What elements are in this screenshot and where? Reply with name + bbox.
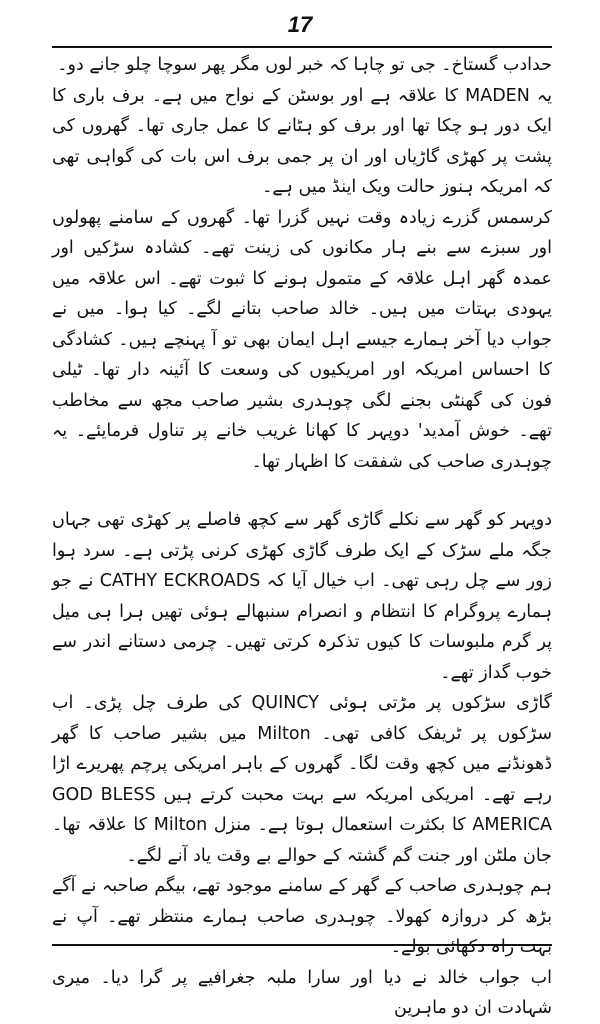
paragraph: دوپہر کو گھر سے نکلے گاڑی گھر سے کچھ فاصلے پر کھڑی تھی جہاں جگہ ملے سڑک کے ایک طرف گاڑی کھڑی کرنی پڑتی ہے۔ سرد ہوا زور سے چل رہی تھی۔ اب خیال آیا کہ CATHY ECKROADS نے جو ہمارے پروگرام کا انتظام و انصرام سنبھالے ہوئی تھیں ہرا ہی میل پر گرم ملبوسات کا کیوں تذکرہ کرتی تھیں۔ چرمی دستانے اندر سے خوب گداز تھے۔	[52, 510, 553, 683]
paragraph: ہم چوہدری صاحب کے گھر کے سامنے موجود تھے، بیگم صاحبہ نے آگے بڑھ کر دروازہ کھولا۔ چوہدری صاحب ہمارے منتظر تھے۔ آپ نے بہت راہ دکھائی بولے۔	[52, 876, 552, 957]
paragraph: یہ MADEN کا علاقہ ہے اور بوسٹن کے نواح میں ہے۔ برف باری کا ایک دور ہو چکا تھا اور برف کو ہٹانے کا عمل جاری تھا۔ گھروں کی پشت پر کھڑی گاڑیاں اور ان پر جمی برف اس بات کی گواہی تھی کہ امریکہ ہنوز حالت ویک اینڈ میں ہے۔	[52, 85, 552, 197]
page-number: 17	[287, 12, 313, 37]
top-rule	[52, 46, 552, 48]
text-body	[52, 50, 553, 1018]
bottom-rule	[52, 944, 552, 946]
paragraph: گاڑی سڑکوں پر مڑتی ہوئی QUINCY کی طرف چل پڑی۔ اب سڑکوں پر ٹریفک کافی تھی۔ Milton میں بشیر صاحب کا گھر ڈھونڈنے میں کچھ وقت لگا۔ گھروں کے باہر امریکی پرچم پھریرے اڑا رہے تھے۔ امریکی امریکہ سے بہت محبت کرتے ہیں GOD BLESS AMERICA کا بکثرت استعمال ہوتا ہے۔ منزل Milton کا علاقہ تھا۔ جان ملٹن اور جنت گم گشتہ کے حوالے بے وقت یاد آنے لگے۔	[52, 693, 553, 866]
paragraph: کرسمس گزرے زیادہ وقت نہیں گزرا تھا۔ گھروں کے سامنے پھولوں اور سبزے سے بنے ہار مکانوں کی زینت تھے۔ کشادہ سڑکیں اور عمدہ گھر اہل علاقہ کے متمول ہونے کا ثبوت تھے۔ اس علاقہ میں یہودی بہتات میں ہیں۔ خالد صاحب بتانے لگے۔ کیا ہوا۔ میں نے جواب دیا آخر ہمارے جیسے اہل ایمان بھی تو آ پہنچے ہیں۔ کشادگی کا احساس امریکہ اور امریکیوں کی وسعت کا آئینہ دار تھا۔ ٹیلی فون کی گھنٹی بجنے لگی چوہدری بشیر صاحب مجھ سے مخاطب تھے۔ خوش آمدید' دوپہر کا کھانا غریب خانے پر تناول فرمایئے۔ یہ چوہدری صاحب کی شفقت کا اظہار تھا۔	[52, 207, 552, 472]
paragraph: حدادب گستاخ۔ جی تو چاہا کہ خبر لوں مگر پھر سوچا چلو جانے دو۔	[57, 55, 552, 75]
paragraph: اب جواب خالد نے دیا اور سارا ملبہ جغرافیے پر گرا دیا۔ میری شہادت ان دو ماہرین	[52, 967, 552, 1018]
